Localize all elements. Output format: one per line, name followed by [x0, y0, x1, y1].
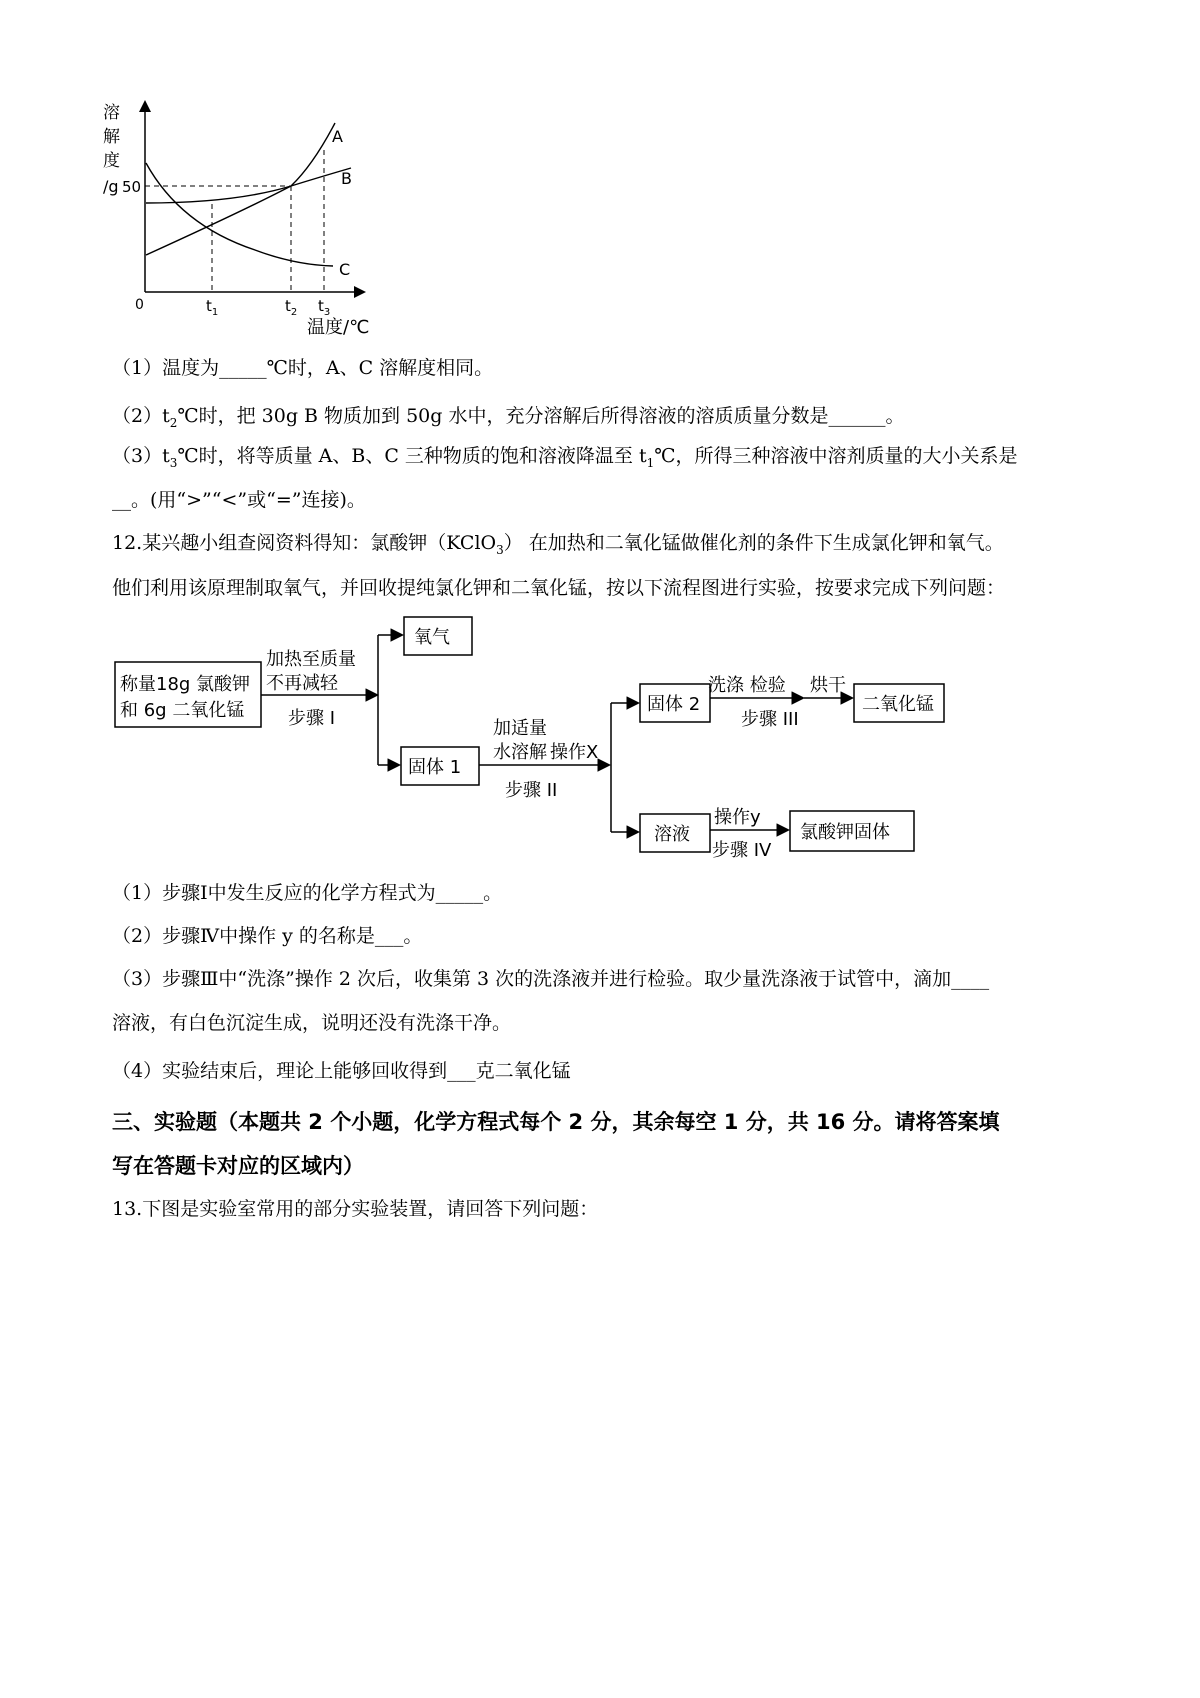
- solid1-text: 固体 1: [408, 757, 462, 778]
- x-tick-t1: $t_1$: [206, 297, 219, 318]
- mno2-text: 二氧化锰: [862, 694, 934, 715]
- curve-c: [146, 163, 333, 266]
- solution-text: 溶液: [654, 824, 690, 845]
- q11-part3: $(3)t_3℃$时，将等质量 A、B、C 三种物质的饱和溶液降温至 $t_1℃$，所得三种溶液中溶剂质量的大小关系是: [112, 445, 1018, 470]
- operation-x-label: 操作X: [550, 742, 599, 763]
- step2-condition-line2: 水溶解: [493, 742, 547, 763]
- q12-part3-line1: （3）步骤Ⅲ中“洗涤”操作 2 次后，收集第 3 次的洗涤液并进行检验。取少量洗涤液于试管中，滴加____: [112, 968, 990, 990]
- y-label-char: 度: [103, 151, 120, 171]
- y-label-unit: /g: [103, 177, 119, 196]
- wash-check-label: 洗涤 检验: [708, 675, 786, 696]
- q12-part3-line2: 溶液，有白色沉淀生成，说明还没有洗涤干净。: [112, 1012, 512, 1034]
- y-tick-50: 50: [122, 178, 142, 196]
- q12-part1: （1）步骤Ⅰ中发生反应的化学方程式为_____。: [112, 882, 503, 904]
- x-tick-t2: $t_2$: [285, 297, 298, 318]
- section3-heading-line2: 写在答题卡对应的区域内）: [112, 1154, 364, 1178]
- step1-label: 步骤 I: [288, 708, 336, 729]
- operation-y-label: 操作y: [714, 807, 761, 828]
- q11-part3-cont: __。(用“>”“<”或“=”连接)。: [112, 489, 366, 511]
- q13-intro: 13.下图是实验室常用的部分实验装置，请回答下列问题：: [112, 1198, 599, 1220]
- curve-a: [146, 123, 335, 255]
- curve-label-a: A: [332, 127, 343, 146]
- step4-label: 步骤 IV: [712, 840, 772, 861]
- q12-part2: （2）步骤Ⅳ中操作 y 的名称是___。: [112, 925, 423, 947]
- dry-label: 烘干: [810, 675, 846, 696]
- step2-condition-line1: 加适量: [493, 718, 547, 739]
- step1-condition-line1: 加热至质量: [266, 649, 356, 670]
- y-label-char: 解: [103, 127, 120, 147]
- section3-heading-line1: 三、实验题（本题共 2 个小题，化学方程式每个 2 分，其余每空 1 分，共 16 分。请将答案填: [112, 1110, 1000, 1134]
- start-text-line2: 和 6g 二氧化锰: [120, 700, 245, 721]
- q11-part1: （1）温度为_____℃时，A、C 溶解度相同。: [112, 357, 494, 379]
- step3-label: 步骤 III: [741, 709, 799, 730]
- y-label-char: 溶: [103, 103, 120, 123]
- q11-part2: $(2)t_2℃$时，把 30g B 物质加到 50g 水中，充分溶解后所得溶液的溶质质量分数是______。: [112, 405, 905, 430]
- curve-label-b: B: [341, 169, 352, 188]
- q12-intro-line2: 他们利用该原理制取氧气，并回收提纯氯化钾和二氧化锰，按以下流程图进行实验，按要求完成下列问题：: [112, 577, 1006, 599]
- x-axis-label: 温度/℃: [307, 317, 370, 338]
- x-tick-t3: $t_3$: [318, 297, 331, 318]
- process-flowchart: [110, 610, 950, 870]
- q12-part4: （4）实验结束后，理论上能够回收得到___克二氧化锰: [112, 1060, 571, 1082]
- curve-label-c: C: [339, 260, 351, 279]
- origin-label: 0: [135, 297, 144, 313]
- step1-condition-line2: 不再减轻: [266, 673, 338, 694]
- oxygen-text: 氧气: [414, 627, 450, 648]
- solid2-text: 固体 2: [647, 694, 701, 715]
- start-text-line1: 称量18g 氯酸钾: [120, 674, 251, 695]
- solubility-chart: [95, 95, 395, 345]
- kclo3-solid-text: 氯酸钾固体: [800, 822, 890, 843]
- q12-intro-line1: 12.某兴趣小组查阅资料得知：氯酸钾（KClO$_3$） 在加热和二氧化锰做催化剂的条件下生成氯化钾和氧气。: [112, 532, 1004, 557]
- step2-label: 步骤 II: [505, 780, 558, 801]
